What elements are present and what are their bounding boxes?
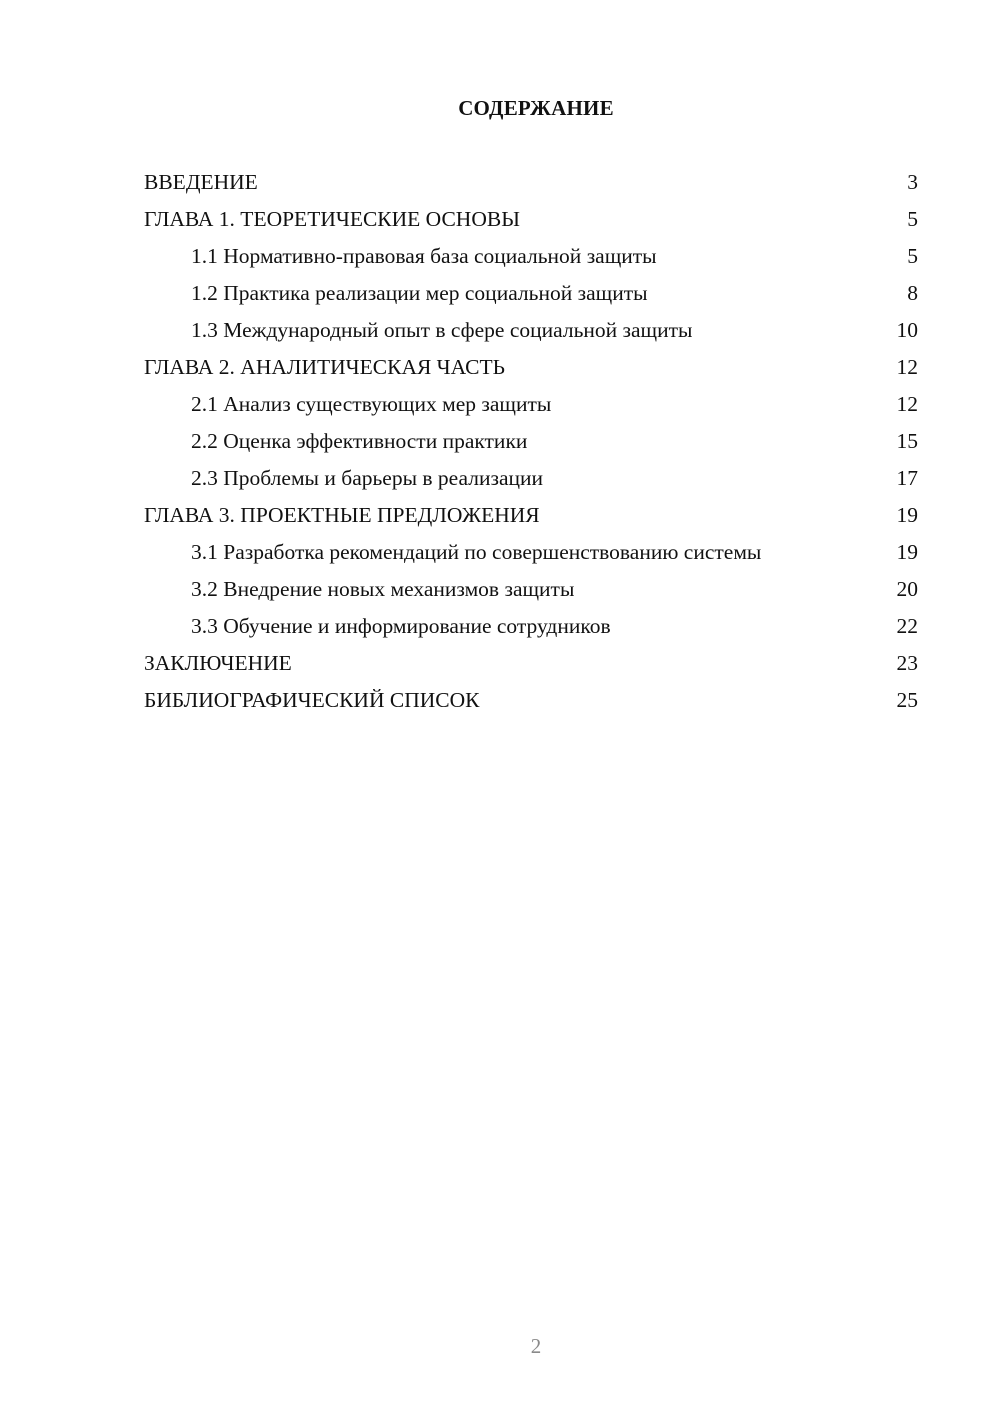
toc-subentry-text: 3.2 Внедрение новых механизмов защиты — [191, 577, 575, 601]
page-number: 2 — [530, 1334, 542, 1358]
toc-subentry-text: 1.2 Практика реализации мер социальной защиты — [191, 281, 648, 305]
toc-entry — [144, 353, 918, 381]
toc-subentry-text: 2.3 Проблемы и барьеры в реализации — [191, 466, 544, 490]
toc-subentry-page: 8 — [907, 281, 918, 305]
toc-entry-text: ГЛАВА 2. АНАЛИТИЧЕСКАЯ ЧАСТЬ — [144, 355, 505, 379]
toc-subentry-page: 15 — [896, 429, 918, 453]
toc-entry-text: ГЛАВА 1. ТЕОРЕТИЧЕСКИЕ ОСНОВЫ — [144, 207, 520, 231]
toc-subentry-text: 3.3 Обучение и информирование сотрудников — [191, 614, 611, 638]
toc-subentry — [144, 575, 918, 603]
toc-entry — [144, 205, 918, 233]
toc-entry-page: 23 — [896, 651, 918, 675]
toc-subentry-page: 19 — [896, 540, 918, 564]
toc-subentry-text: 1.1 Нормативно-правовая база социальной защиты — [191, 244, 657, 268]
toc-subentry-page: 17 — [896, 466, 918, 490]
toc-entry — [144, 686, 918, 714]
toc-subentry-text: 2.1 Анализ существующих мер защиты — [191, 392, 552, 416]
toc-entry-page: 5 — [907, 207, 918, 231]
toc-entry-text: ГЛАВА 3. ПРОЕКТНЫЕ ПРЕДЛОЖЕНИЯ — [144, 503, 540, 527]
toc-entry-page: 12 — [896, 355, 918, 379]
toc-subentry — [144, 427, 918, 455]
toc-entry-text: ЗАКЛЮЧЕНИЕ — [144, 651, 292, 675]
toc-entry-page: 25 — [896, 688, 918, 712]
toc-subentry — [144, 242, 918, 270]
toc-subentry — [144, 316, 918, 344]
toc-entry-page: 19 — [896, 503, 918, 527]
toc-entry — [144, 501, 918, 529]
toc-subentry — [144, 464, 918, 492]
toc-subentry-page: 12 — [896, 392, 918, 416]
toc-subentry — [144, 390, 918, 418]
toc-subentry-text: 3.1 Разработка рекомендаций по совершенствованию системы — [191, 540, 762, 564]
toc-entry-text: БИБЛИОГРАФИЧЕСКИЙ СПИСОК — [144, 688, 480, 712]
toc-subentry-page: 20 — [896, 577, 918, 601]
toc-subentry-page: 5 — [907, 244, 918, 268]
toc-subentry — [144, 612, 918, 640]
toc-subentry — [144, 279, 918, 307]
toc-entry — [144, 649, 918, 677]
toc-subentry-text: 1.3 Международный опыт в сфере социальной защиты — [191, 318, 693, 342]
toc-entry — [144, 168, 918, 196]
toc-subentry-text: 2.2 Оценка эффективности практики — [191, 429, 528, 453]
toc-entry-text: ВВЕДЕНИЕ — [144, 170, 258, 194]
toc-title: СОДЕРЖАНИЕ — [458, 96, 614, 120]
toc-subentry — [144, 538, 918, 566]
toc-subentry-page: 22 — [896, 614, 918, 638]
toc-subentry-page: 10 — [896, 318, 918, 342]
table-of-contents — [144, 168, 918, 723]
toc-entry-page: 3 — [907, 170, 918, 194]
